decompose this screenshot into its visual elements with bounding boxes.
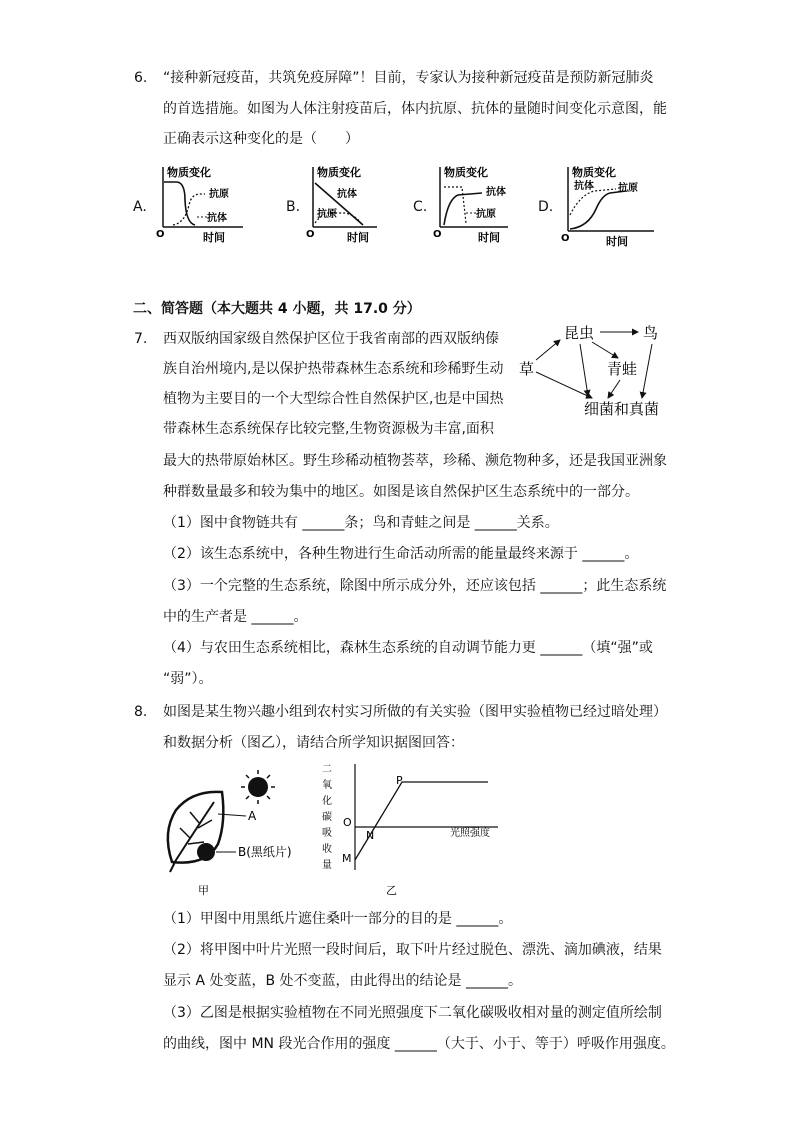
sub-question: （1）图中食物链共有 ______条；鸟和青蛙之间是 ______关系。 (163, 515, 559, 531)
origin-label: O (433, 229, 442, 240)
question-text: 西双版纳国家级自然保护区位于我省南部的西双版纳傣 (163, 331, 499, 347)
series-label: 抗体 (574, 181, 594, 192)
node-frog: 青蛙 (607, 360, 638, 378)
option-label-d: D. (538, 199, 554, 215)
food-web-diagram (512, 318, 672, 422)
option-label-c: C. (413, 199, 428, 215)
option-d-graph (560, 165, 660, 249)
series-label: 抗原 (317, 209, 337, 220)
series-label: 抗体 (337, 189, 357, 200)
leaf-experiment-figure (160, 762, 300, 898)
series-label: 抗原 (476, 209, 496, 220)
sub-question: （2）将甲图中叶片光照一段时间后，取下叶片经过脱色、漂洗、滴加碘液，结果 (163, 942, 662, 958)
x-axis-label: 光照强度 (450, 828, 490, 839)
svg-text:碳: 碳 (322, 812, 332, 823)
figure-caption: 甲 (198, 884, 209, 897)
svg-text:量: 量 (322, 860, 332, 871)
y-axis-label: 物质变化 (167, 166, 211, 179)
y-axis-label: 物质变化 (317, 166, 361, 179)
sub-question: （4）与农田生态系统相比，森林生态系统的自动调节能力更 ______（填“强”或 (163, 640, 653, 656)
series-label: 抗体 (207, 213, 227, 224)
svg-text:吸: 吸 (322, 828, 332, 839)
node-grass: 草 (519, 360, 535, 378)
y-axis-label: 物质变化 (572, 166, 616, 179)
y-axis-label: 物质变化 (444, 166, 488, 179)
svg-text:收: 收 (322, 844, 332, 855)
question-text: 族自治州境内,是以保护热带森林生态系统和珍稀野生动 (163, 361, 504, 377)
leaf-icon (168, 792, 224, 872)
point-n-label: N (366, 829, 375, 842)
question-text: “接种新冠疫苗，共筑免疫屏障”！目前，专家认为接种新冠疫苗是预防新冠肺炎 (163, 70, 654, 86)
question-text: 种群数量最多和较为集中的地区。如图是该自然保护区生态系统中的一部分。 (163, 484, 639, 500)
point-m-label: M (342, 852, 352, 865)
sub-question: 中的生产者是 ______。 (163, 609, 308, 625)
question-number: 6. (134, 70, 148, 86)
sub-question: 的曲线，图中 MN 段光合作用的强度 ______（大于、小于、等于）呼吸作用强度。 (163, 1036, 675, 1052)
curve (355, 782, 488, 860)
node-decomposer: 细菌和真菌 (584, 400, 660, 418)
x-axis-label: 时间 (203, 231, 225, 244)
svg-text:二: 二 (322, 764, 332, 775)
sub-question: （2）该生态系统中，各种生物进行生命活动所需的能量最终来源于 ______。 (163, 546, 639, 562)
question-text: 最大的热带原始林区。野生珍稀动植物荟萃，珍稀、濒危物种多，还是我国亚洲象 (163, 453, 667, 469)
node-insect: 昆虫 (564, 324, 595, 342)
figure-caption: 乙 (386, 884, 397, 897)
node-bird: 鸟 (643, 324, 659, 342)
label-a: A (248, 809, 257, 823)
question-text: 植物为主要目的一个大型综合性自然保护区,也是中国热 (163, 391, 504, 407)
option-label-b: B. (286, 199, 301, 215)
x-axis-label: 时间 (478, 231, 500, 244)
option-a-graph (155, 165, 245, 245)
x-axis-label: 时间 (606, 235, 628, 248)
question-text: 正确表示这种变化的是（ ） (163, 131, 359, 147)
question-text: 如图是某生物兴趣小组到农村实习所做的有关实验（图甲实验植物已经过暗处理） (163, 704, 667, 720)
black-paper-patch (197, 843, 215, 861)
y-axis-label (322, 764, 332, 871)
origin-label: O (343, 816, 352, 829)
question-number: 8. (134, 704, 148, 720)
question-number: 7. (134, 331, 148, 347)
origin-label: O (561, 233, 570, 244)
option-c-graph (432, 165, 522, 245)
sub-question: （1）甲图中用黑纸片遮住桑叶一部分的目的是 ______。 (163, 911, 513, 927)
series-label: 抗原 (618, 183, 638, 194)
series-label: 抗体 (486, 187, 506, 198)
series-label: 抗原 (209, 189, 229, 200)
sub-question: “弱”）。 (163, 671, 213, 687)
sun-icon (241, 770, 275, 804)
sub-question: （3）乙图是根据实验植物在不同光照强度下二氧化碳吸收相对量的测定值所绘制 (163, 1005, 662, 1021)
question-text: 的首选措施。如图为人体注射疫苗后，体内抗原、抗体的量随时间变化示意图，能 (163, 101, 667, 117)
label-b: B(黑纸片) (238, 845, 292, 859)
option-b-graph (305, 165, 400, 245)
origin-label: O (156, 229, 165, 240)
section-heading: 二、简答题（本大题共 4 小题，共 17.0 分） (133, 301, 421, 317)
point-p-label: P (396, 774, 403, 787)
sub-question: 显示 A 处变蓝，B 处不变蓝，由此得出的结论是 ______。 (163, 973, 522, 989)
question-text: 和数据分析（图乙），请结合所学知识据图回答： (163, 735, 464, 751)
svg-text:氧: 氧 (322, 780, 332, 791)
option-label-a: A. (133, 199, 147, 215)
x-axis-label: 时间 (347, 231, 369, 244)
origin-label: O (306, 229, 315, 240)
svg-text:化: 化 (322, 796, 332, 807)
co2-absorption-graph (318, 760, 518, 900)
question-text: 带森林生态系统保存比较完整,生物资源极为丰富,面积 (163, 421, 494, 437)
sub-question: （3）一个完整的生态系统，除图中所示成分外，还应该包括 ______；此生态系统 (163, 578, 667, 594)
